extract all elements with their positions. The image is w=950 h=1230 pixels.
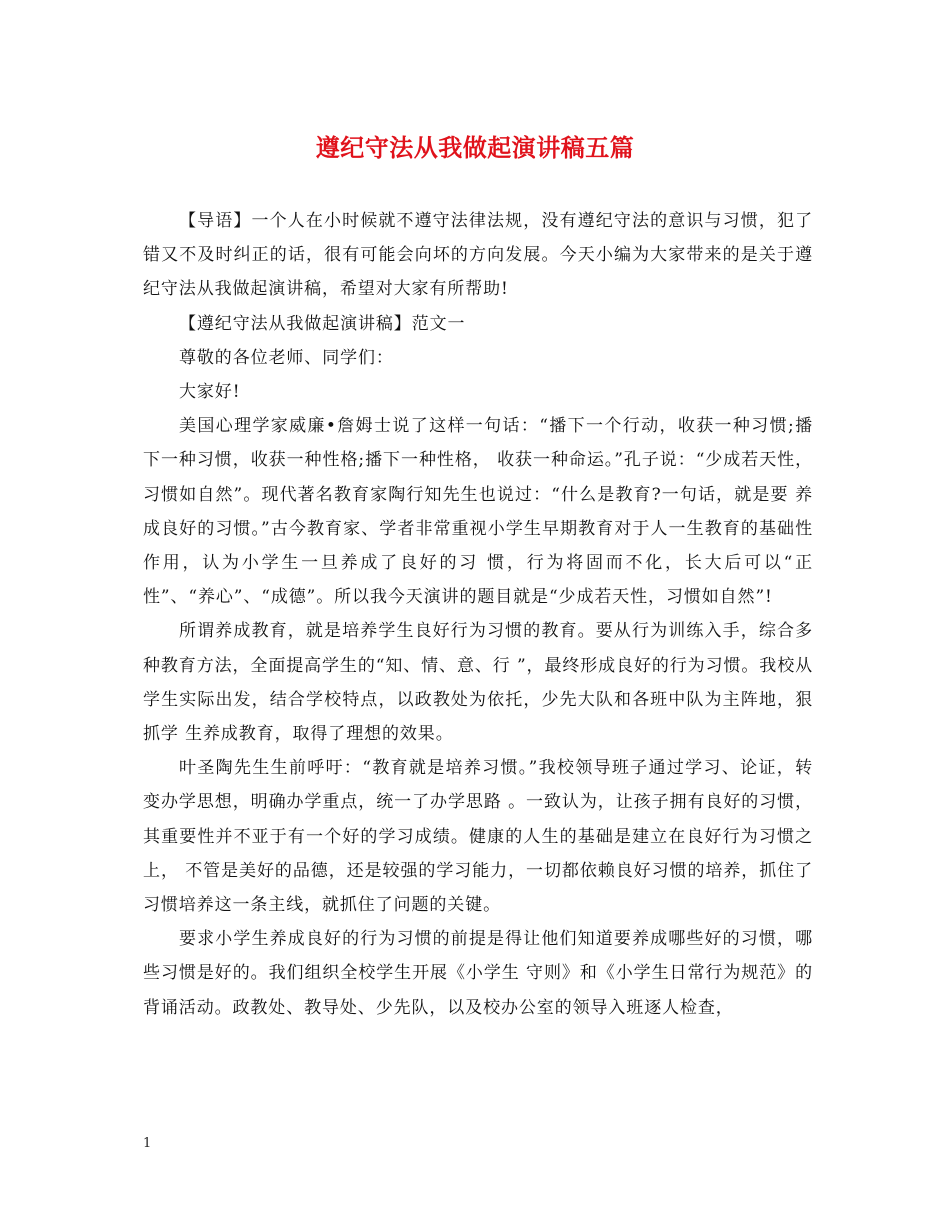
paragraph-body-1: 美国心理学家威廉•詹姆士说了这样一句话：“播下一个行动，收获一种习惯;播下一种习惯，收获一种性格;播下一种性格， 收获一种命运。”孔子说：“少成若天性，习惯如自然”。现代著名教育家陶行知先生也说过：“什么是教育?一句话，就是要 养成良好的习惯。”古今教育家、学者非常重视小学生早期教育对于人一生教育的基础性作用，认为小学生一旦养成了良好的习 惯，行为将固而不化，长大后可以“正性”、“养心”、“成德”。所以我今天演讲的题目就是“少成若天性，习惯如自然”! bbox=[143, 416, 813, 608]
paragraph-greeting: 大家好! bbox=[179, 382, 241, 403]
paragraph-body-4: 要求小学生养成良好的行为习惯的前提是得让他们知道要养成哪些好的习惯，哪些习惯是好的。我们组织全校学生开展《小学生 守则》和《小学生日常行为规范》的背诵活动。政教处、教导处、少先队，以及校办公室的领导入班逐人检查， bbox=[143, 929, 813, 1018]
document-title: 遵纪守法从我做起演讲稿五篇 bbox=[315, 133, 635, 162]
paragraph-body-2: 所谓养成教育，就是培养学生良好行为习惯的教育。要从行为训练入手，综合多种教育方法，全面提高学生的“知、情、意、行 ”，最终形成良好的行为习惯。我校从学生实际出发，结合学校特点，以政教处为依托，少先大队和各班中队为主阵地，狠抓学 生养成教育，取得了理想的效果。 bbox=[143, 621, 813, 745]
page-number: 1 bbox=[143, 1136, 152, 1151]
paragraph-body-3: 叶圣陶先生生前呼吁：“教育就是培养习惯。”我校领导班子通过学习、论证，转变办学思想，明确办学重点，统一了办学思路 。一致认为，让孩子拥有良好的习惯，其重要性并不亚于有一个好的学习成绩。健康的人生的基础是建立在良好行为习惯之上， 不管是美好的品德，还是较强的学习能力，一切都依赖良好习惯的培养，抓住了习惯培养这一条主线，就抓住了问题的关键。 bbox=[143, 758, 813, 916]
paragraph-salutation: 尊敬的各位老师、同学们： bbox=[179, 347, 394, 368]
paragraph-intro: 【导语】一个人在小时候就不遵守法律法规，没有遵纪守法的意识与习惯，犯了错又不及时纠正的话，很有可能会向坏的方向发展。今天小编为大家带来的是关于遵纪守法从我做起演讲稿，希望对大家有所帮助! bbox=[143, 211, 813, 300]
document-body bbox=[143, 204, 813, 1025]
paragraph-section-heading: 【遵纪守法从我做起演讲稿】范文一 bbox=[179, 313, 466, 334]
